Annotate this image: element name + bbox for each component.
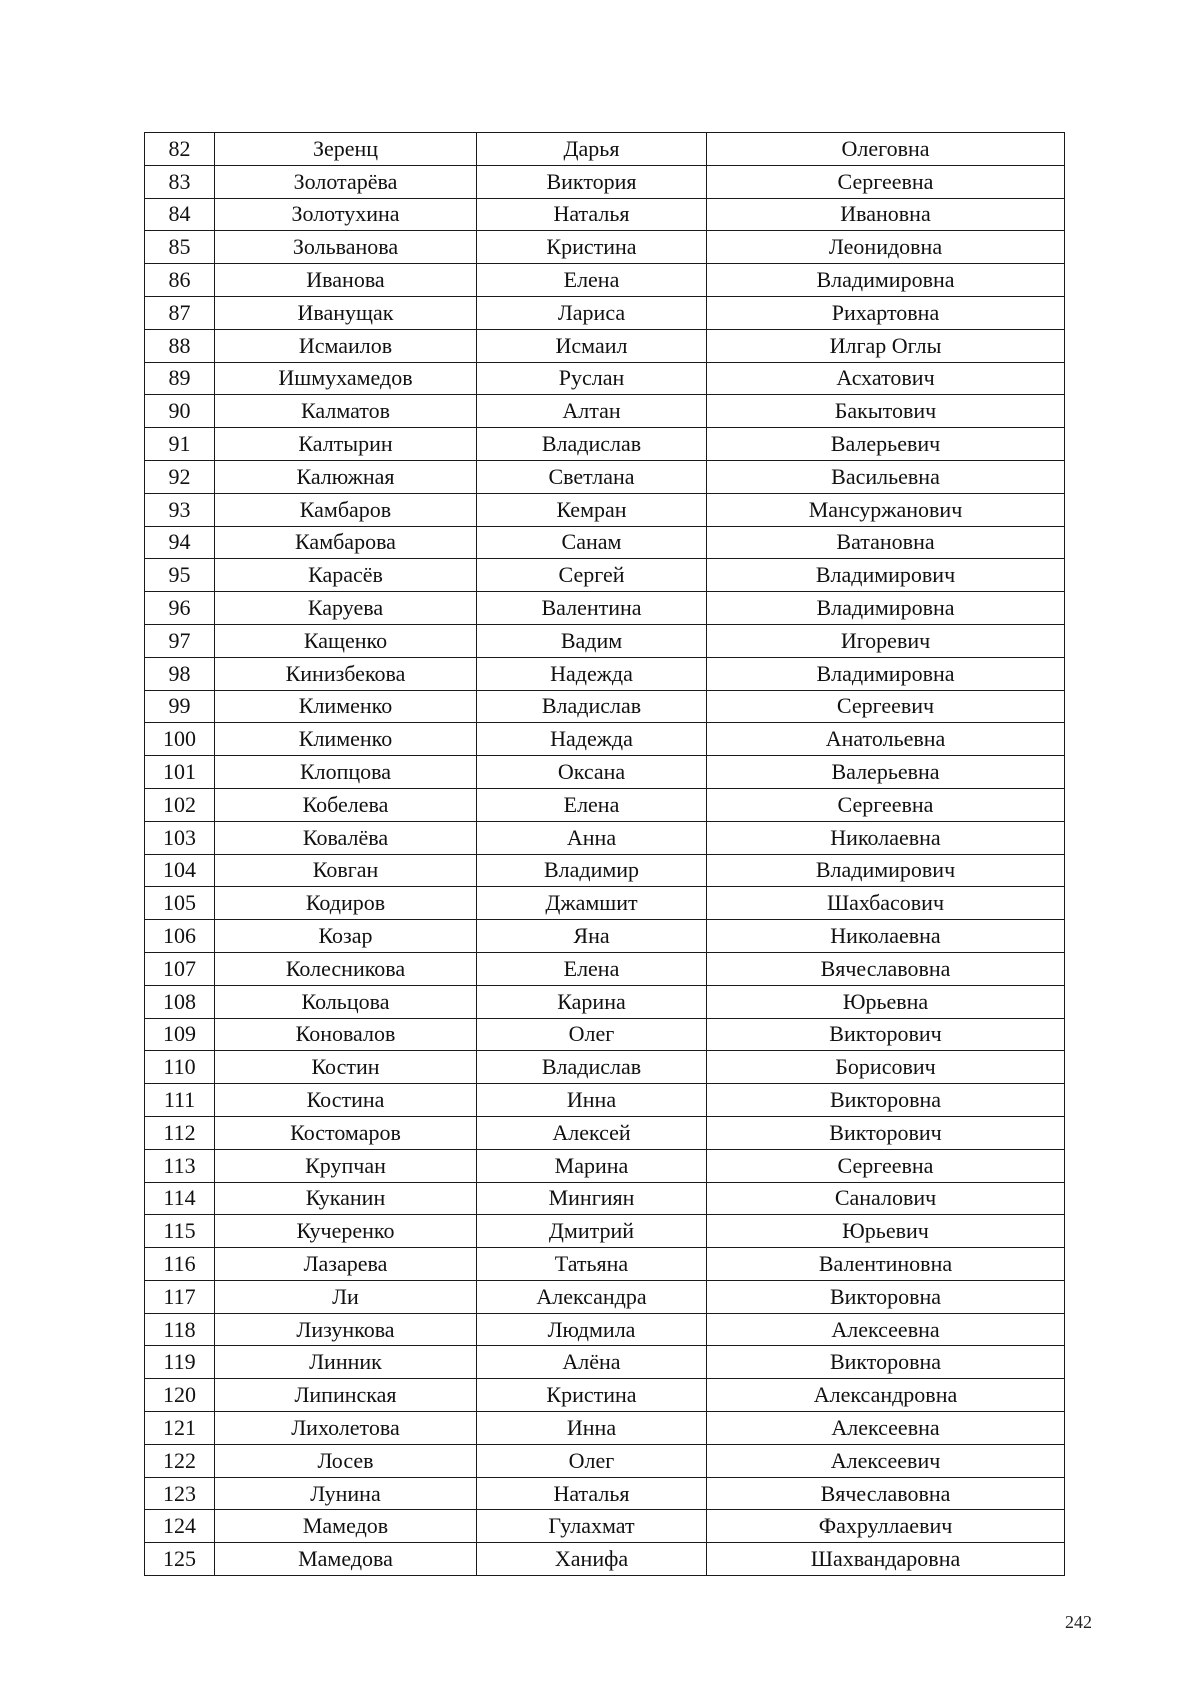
table-row bbox=[145, 1510, 1065, 1543]
table-row bbox=[145, 460, 1065, 493]
last-name-cell: Золотарёва bbox=[215, 165, 477, 198]
patronymic-cell: Викторовна bbox=[707, 1280, 1065, 1313]
last-name-cell: Кинизбекова bbox=[215, 657, 477, 690]
last-name-cell: Лосев bbox=[215, 1444, 477, 1477]
patronymic-cell: Сергеевна bbox=[707, 1149, 1065, 1182]
last-name-cell: Иванова bbox=[215, 264, 477, 297]
last-name-cell: Ковалёва bbox=[215, 821, 477, 854]
row-number-cell: 108 bbox=[145, 985, 215, 1018]
row-number-cell: 94 bbox=[145, 526, 215, 559]
first-name-cell: Мингиян bbox=[477, 1182, 707, 1215]
table-row bbox=[145, 198, 1065, 231]
row-number-cell: 89 bbox=[145, 362, 215, 395]
page-number: 242 bbox=[1065, 1612, 1092, 1632]
row-number-cell: 119 bbox=[145, 1346, 215, 1379]
row-number-cell: 82 bbox=[145, 133, 215, 166]
first-name-cell: Елена bbox=[477, 788, 707, 821]
table-row bbox=[145, 1313, 1065, 1346]
patronymic-cell: Сергеевич bbox=[707, 690, 1065, 723]
patronymic-cell: Владимировна bbox=[707, 657, 1065, 690]
table-row bbox=[145, 592, 1065, 625]
table-row bbox=[145, 657, 1065, 690]
table-row bbox=[145, 1444, 1065, 1477]
table-row bbox=[145, 952, 1065, 985]
row-number-cell: 101 bbox=[145, 756, 215, 789]
patronymic-cell: Николаевна bbox=[707, 920, 1065, 953]
row-number-cell: 114 bbox=[145, 1182, 215, 1215]
last-name-cell: Клопцова bbox=[215, 756, 477, 789]
table-row bbox=[145, 493, 1065, 526]
row-number-cell: 113 bbox=[145, 1149, 215, 1182]
table-row bbox=[145, 756, 1065, 789]
table-row bbox=[145, 723, 1065, 756]
table-row bbox=[145, 1280, 1065, 1313]
table-row bbox=[145, 1248, 1065, 1281]
first-name-cell: Надежда bbox=[477, 723, 707, 756]
last-name-cell: Каруева bbox=[215, 592, 477, 625]
last-name-cell: Клименко bbox=[215, 690, 477, 723]
table-row bbox=[145, 887, 1065, 920]
patronymic-cell: Леонидовна bbox=[707, 231, 1065, 264]
first-name-cell: Анна bbox=[477, 821, 707, 854]
last-name-cell: Костин bbox=[215, 1051, 477, 1084]
table-row bbox=[145, 1084, 1065, 1117]
row-number-cell: 107 bbox=[145, 952, 215, 985]
last-name-cell: Костомаров bbox=[215, 1116, 477, 1149]
patronymic-cell: Валентиновна bbox=[707, 1248, 1065, 1281]
table-row bbox=[145, 559, 1065, 592]
last-name-cell: Исмаилов bbox=[215, 329, 477, 362]
table-row bbox=[145, 362, 1065, 395]
first-name-cell: Олег bbox=[477, 1018, 707, 1051]
patronymic-cell: Алексеевна bbox=[707, 1412, 1065, 1445]
row-number-cell: 115 bbox=[145, 1215, 215, 1248]
last-name-cell: Костина bbox=[215, 1084, 477, 1117]
row-number-cell: 83 bbox=[145, 165, 215, 198]
last-name-cell: Зольванова bbox=[215, 231, 477, 264]
table-row bbox=[145, 1116, 1065, 1149]
last-name-cell: Кольцова bbox=[215, 985, 477, 1018]
row-number-cell: 112 bbox=[145, 1116, 215, 1149]
patronymic-cell: Рихартовна bbox=[707, 296, 1065, 329]
first-name-cell: Дмитрий bbox=[477, 1215, 707, 1248]
row-number-cell: 111 bbox=[145, 1084, 215, 1117]
first-name-cell: Кемран bbox=[477, 493, 707, 526]
table-row bbox=[145, 165, 1065, 198]
last-name-cell: Золотухина bbox=[215, 198, 477, 231]
patronymic-cell: Сергеевна bbox=[707, 165, 1065, 198]
patronymic-cell: Борисович bbox=[707, 1051, 1065, 1084]
table-row bbox=[145, 985, 1065, 1018]
first-name-cell: Сергей bbox=[477, 559, 707, 592]
first-name-cell: Яна bbox=[477, 920, 707, 953]
row-number-cell: 109 bbox=[145, 1018, 215, 1051]
first-name-cell: Валентина bbox=[477, 592, 707, 625]
patronymic-cell: Владимирович bbox=[707, 854, 1065, 887]
table-row bbox=[145, 1149, 1065, 1182]
last-name-cell: Коновалов bbox=[215, 1018, 477, 1051]
table-row bbox=[145, 526, 1065, 559]
row-number-cell: 121 bbox=[145, 1412, 215, 1445]
row-number-cell: 88 bbox=[145, 329, 215, 362]
row-number-cell: 117 bbox=[145, 1280, 215, 1313]
patronymic-cell: Вячеславовна bbox=[707, 1477, 1065, 1510]
last-name-cell: Козар bbox=[215, 920, 477, 953]
last-name-cell: Липинская bbox=[215, 1379, 477, 1412]
patronymic-cell: Игоревич bbox=[707, 624, 1065, 657]
table-row bbox=[145, 1051, 1065, 1084]
table-row bbox=[145, 329, 1065, 362]
last-name-cell: Клименко bbox=[215, 723, 477, 756]
patronymic-cell: Викторович bbox=[707, 1116, 1065, 1149]
first-name-cell: Инна bbox=[477, 1084, 707, 1117]
patronymic-cell: Юрьевна bbox=[707, 985, 1065, 1018]
row-number-cell: 92 bbox=[145, 460, 215, 493]
last-name-cell: Лунина bbox=[215, 1477, 477, 1510]
first-name-cell: Владислав bbox=[477, 428, 707, 461]
last-name-cell: Кучеренко bbox=[215, 1215, 477, 1248]
row-number-cell: 102 bbox=[145, 788, 215, 821]
patronymic-cell: Вячеславовна bbox=[707, 952, 1065, 985]
names-table bbox=[144, 132, 1065, 1576]
patronymic-cell: Илгар Оглы bbox=[707, 329, 1065, 362]
table-row bbox=[145, 428, 1065, 461]
row-number-cell: 103 bbox=[145, 821, 215, 854]
last-name-cell: Крупчан bbox=[215, 1149, 477, 1182]
patronymic-cell: Мансуржанович bbox=[707, 493, 1065, 526]
row-number-cell: 125 bbox=[145, 1543, 215, 1576]
table-row bbox=[145, 1379, 1065, 1412]
last-name-cell: Лихолетова bbox=[215, 1412, 477, 1445]
first-name-cell: Дарья bbox=[477, 133, 707, 166]
first-name-cell: Инна bbox=[477, 1412, 707, 1445]
table-row bbox=[145, 1543, 1065, 1576]
first-name-cell: Кристина bbox=[477, 1379, 707, 1412]
first-name-cell: Руслан bbox=[477, 362, 707, 395]
row-number-cell: 123 bbox=[145, 1477, 215, 1510]
row-number-cell: 122 bbox=[145, 1444, 215, 1477]
last-name-cell: Зеренц bbox=[215, 133, 477, 166]
row-number-cell: 116 bbox=[145, 1248, 215, 1281]
last-name-cell: Кобелева bbox=[215, 788, 477, 821]
row-number-cell: 84 bbox=[145, 198, 215, 231]
patronymic-cell: Шахбасович bbox=[707, 887, 1065, 920]
patronymic-cell: Васильевна bbox=[707, 460, 1065, 493]
row-number-cell: 104 bbox=[145, 854, 215, 887]
last-name-cell: Калтырин bbox=[215, 428, 477, 461]
patronymic-cell: Алексеевна bbox=[707, 1313, 1065, 1346]
row-number-cell: 118 bbox=[145, 1313, 215, 1346]
first-name-cell: Ханифа bbox=[477, 1543, 707, 1576]
first-name-cell: Санам bbox=[477, 526, 707, 559]
table-row bbox=[145, 1412, 1065, 1445]
table-row bbox=[145, 395, 1065, 428]
first-name-cell: Лариса bbox=[477, 296, 707, 329]
row-number-cell: 124 bbox=[145, 1510, 215, 1543]
row-number-cell: 98 bbox=[145, 657, 215, 690]
row-number-cell: 85 bbox=[145, 231, 215, 264]
first-name-cell: Виктория bbox=[477, 165, 707, 198]
first-name-cell: Алёна bbox=[477, 1346, 707, 1379]
first-name-cell: Джамшит bbox=[477, 887, 707, 920]
last-name-cell: Калюжная bbox=[215, 460, 477, 493]
table-row bbox=[145, 1477, 1065, 1510]
patronymic-cell: Николаевна bbox=[707, 821, 1065, 854]
row-number-cell: 91 bbox=[145, 428, 215, 461]
patronymic-cell: Саналович bbox=[707, 1182, 1065, 1215]
first-name-cell: Александра bbox=[477, 1280, 707, 1313]
last-name-cell: Ли bbox=[215, 1280, 477, 1313]
first-name-cell: Алексей bbox=[477, 1116, 707, 1149]
table-row bbox=[145, 854, 1065, 887]
patronymic-cell: Владимировна bbox=[707, 592, 1065, 625]
first-name-cell: Оксана bbox=[477, 756, 707, 789]
table-row bbox=[145, 264, 1065, 297]
last-name-cell: Колесникова bbox=[215, 952, 477, 985]
patronymic-cell: Анатольевна bbox=[707, 723, 1065, 756]
first-name-cell: Елена bbox=[477, 264, 707, 297]
first-name-cell: Гулахмат bbox=[477, 1510, 707, 1543]
table-row bbox=[145, 1215, 1065, 1248]
table-row bbox=[145, 231, 1065, 264]
first-name-cell: Елена bbox=[477, 952, 707, 985]
row-number-cell: 110 bbox=[145, 1051, 215, 1084]
last-name-cell: Ковган bbox=[215, 854, 477, 887]
first-name-cell: Владислав bbox=[477, 1051, 707, 1084]
first-name-cell: Карина bbox=[477, 985, 707, 1018]
patronymic-cell: Сергеевна bbox=[707, 788, 1065, 821]
names-table-body bbox=[145, 133, 1065, 1576]
last-name-cell: Камбарова bbox=[215, 526, 477, 559]
last-name-cell: Мамедов bbox=[215, 1510, 477, 1543]
table-row bbox=[145, 788, 1065, 821]
patronymic-cell: Александровна bbox=[707, 1379, 1065, 1412]
last-name-cell: Камбаров bbox=[215, 493, 477, 526]
first-name-cell: Наталья bbox=[477, 1477, 707, 1510]
table-row bbox=[145, 133, 1065, 166]
last-name-cell: Лизункова bbox=[215, 1313, 477, 1346]
patronymic-cell: Владимировна bbox=[707, 264, 1065, 297]
row-number-cell: 97 bbox=[145, 624, 215, 657]
patronymic-cell: Викторович bbox=[707, 1018, 1065, 1051]
row-number-cell: 106 bbox=[145, 920, 215, 953]
last-name-cell: Иванущак bbox=[215, 296, 477, 329]
table-row bbox=[145, 1018, 1065, 1051]
patronymic-cell: Ватановна bbox=[707, 526, 1065, 559]
table-row bbox=[145, 690, 1065, 723]
first-name-cell: Алтан bbox=[477, 395, 707, 428]
row-number-cell: 96 bbox=[145, 592, 215, 625]
row-number-cell: 87 bbox=[145, 296, 215, 329]
first-name-cell: Владислав bbox=[477, 690, 707, 723]
patronymic-cell: Викторовна bbox=[707, 1084, 1065, 1117]
row-number-cell: 99 bbox=[145, 690, 215, 723]
first-name-cell: Марина bbox=[477, 1149, 707, 1182]
last-name-cell: Калматов bbox=[215, 395, 477, 428]
table-row bbox=[145, 920, 1065, 953]
first-name-cell: Исмаил bbox=[477, 329, 707, 362]
patronymic-cell: Валерьевна bbox=[707, 756, 1065, 789]
table-row bbox=[145, 1346, 1065, 1379]
patronymic-cell: Бакытович bbox=[707, 395, 1065, 428]
row-number-cell: 90 bbox=[145, 395, 215, 428]
patronymic-cell: Олеговна bbox=[707, 133, 1065, 166]
row-number-cell: 105 bbox=[145, 887, 215, 920]
row-number-cell: 86 bbox=[145, 264, 215, 297]
row-number-cell: 120 bbox=[145, 1379, 215, 1412]
table-row bbox=[145, 1182, 1065, 1215]
last-name-cell: Кащенко bbox=[215, 624, 477, 657]
table-row bbox=[145, 296, 1065, 329]
row-number-cell: 100 bbox=[145, 723, 215, 756]
first-name-cell: Владимир bbox=[477, 854, 707, 887]
last-name-cell: Кодиров bbox=[215, 887, 477, 920]
patronymic-cell: Ивановна bbox=[707, 198, 1065, 231]
last-name-cell: Ишмухамедов bbox=[215, 362, 477, 395]
first-name-cell: Кристина bbox=[477, 231, 707, 264]
first-name-cell: Татьяна bbox=[477, 1248, 707, 1281]
table-row bbox=[145, 624, 1065, 657]
patronymic-cell: Шахвандаровна bbox=[707, 1543, 1065, 1576]
patronymic-cell: Алексеевич bbox=[707, 1444, 1065, 1477]
first-name-cell: Людмила bbox=[477, 1313, 707, 1346]
last-name-cell: Лазарева bbox=[215, 1248, 477, 1281]
last-name-cell: Мамедова bbox=[215, 1543, 477, 1576]
patronymic-cell: Валерьевич bbox=[707, 428, 1065, 461]
last-name-cell: Куканин bbox=[215, 1182, 477, 1215]
patronymic-cell: Фахруллаевич bbox=[707, 1510, 1065, 1543]
first-name-cell: Олег bbox=[477, 1444, 707, 1477]
table-row bbox=[145, 821, 1065, 854]
patronymic-cell: Владимирович bbox=[707, 559, 1065, 592]
row-number-cell: 95 bbox=[145, 559, 215, 592]
first-name-cell: Светлана bbox=[477, 460, 707, 493]
patronymic-cell: Викторовна bbox=[707, 1346, 1065, 1379]
first-name-cell: Надежда bbox=[477, 657, 707, 690]
last-name-cell: Линник bbox=[215, 1346, 477, 1379]
first-name-cell: Наталья bbox=[477, 198, 707, 231]
patronymic-cell: Юрьевич bbox=[707, 1215, 1065, 1248]
patronymic-cell: Асхатович bbox=[707, 362, 1065, 395]
first-name-cell: Вадим bbox=[477, 624, 707, 657]
row-number-cell: 93 bbox=[145, 493, 215, 526]
last-name-cell: Карасёв bbox=[215, 559, 477, 592]
